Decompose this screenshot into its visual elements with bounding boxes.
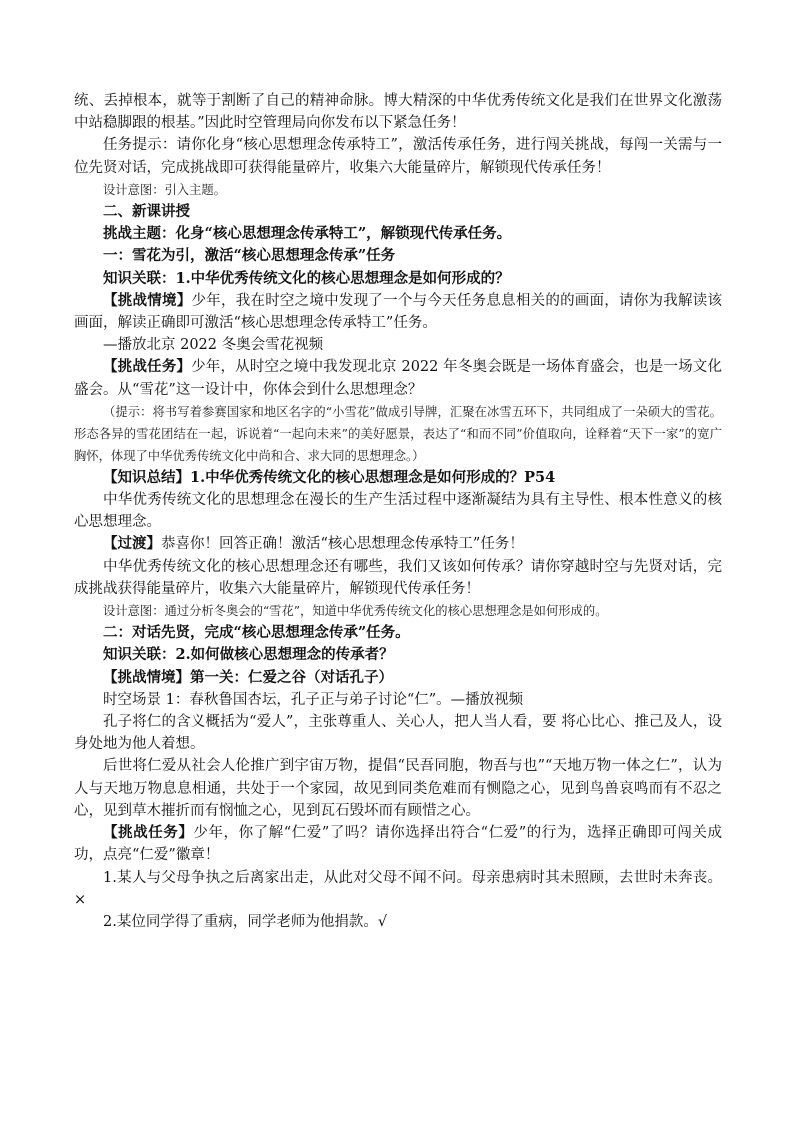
- knowledge-summary-text: 1.中华优秀传统文化的核心思想理念是如何形成的？P54: [190, 468, 556, 486]
- knowledge-link-1: 知识关联：1.中华优秀传统文化的核心思想理念是如何形成的？: [103, 269, 510, 287]
- document-page: [74, 90, 722, 933]
- challenge-task-text: 少年，从时空之境中我发现北京 2022 年冬奥会既是一场体育盛会，也是一场文化盛会。从“雪花”这一设计中，你体会到什么思想理念？: [74, 359, 722, 398]
- challenge-task-1: [74, 356, 722, 400]
- transition-paragraph: [74, 533, 722, 555]
- transition-text: 恭喜你！回答正确！激活“核心思想理念传承特工”任务！: [161, 536, 524, 553]
- knowledge-summary: [74, 467, 722, 489]
- paragraph-confucius-ren: 孔子将仁的含义概括为“爱人”，主张尊重人、关心人，把人当人看，要 将心比心、推己及人，设身处地为他人着想。: [74, 714, 722, 753]
- section-heading-new-lesson: 二、新课讲授: [103, 203, 190, 221]
- challenge-task-2: [74, 822, 722, 866]
- paragraph-ren-extension: 后世将仁爱从社会人伦推广到宇宙万物，提倡“民吾同胞，物吾与也”“天地万物一体之仁”，认为人与天地万物息息相通，共处于一个家园，故见到同类危难而有恻隐之心，见到鸟兽哀鸣而有不忍之心，见到草木摧折而有悯恤之心，见到瓦石毁坏而有顾惜之心。: [74, 758, 722, 819]
- paragraph-task-hint: 任务提示：请你化身“核心思想理念传承特工”，激活传承任务，进行闯关挑战，每闯一关需与一位先贤对话，完成挑战即可获得能量碎片，收集六大能量碎片，解锁现代传承任务！: [74, 137, 722, 176]
- tag-challenge-scenario: 【挑战情境】: [103, 291, 192, 309]
- tag-challenge-task-2: 【挑战任务】: [103, 824, 194, 842]
- summary-answer: 中华优秀传统文化的思想理念在漫长的生产生活过程中逐渐凝结为具有主导性、根本性意义的核心思想理念。: [74, 492, 722, 531]
- tag-knowledge-summary: 【知识总结】: [103, 468, 190, 486]
- challenge-scenario-text: 少年，我在时空之境中发现了一个与今天任务息息相关的的画面，请你为我解读该画面，解读正确即可激活“核心思想理念传承特工”任务。: [74, 292, 723, 332]
- option-1: 1.某人与父母争执之后离家出走，从此对父母不闻不问。母亲患病时其未照顾，去世时未奔丧。×: [74, 869, 722, 908]
- tag-transition: 【过渡】: [103, 535, 161, 553]
- challenge-scenario-1: [74, 290, 722, 334]
- video-note-snowflake: —播放北京 2022 冬奥会雪花视频: [103, 337, 324, 354]
- hint-paragraph: （提示：将书写着参赛国家和地区名字的“小雪花”做成引导牌，汇聚在冰雪五环下，共同组成了一朵硕大的雪花。形态各异的雪花团结在一起，诉说着“一起向未来”的美好愿景，表达了“和而不同”价值取向，诠释着“天下一家”的宽广胸怀，体现了中华优秀传统文化中尚和合、求大同的思想理念。）: [74, 404, 722, 463]
- paragraph-intro-quote: 统、丢掉根本，就等于割断了自己的精神命脉。博大精深的中华优秀传统文化是我们在世界文化激荡中站稳脚跟的根基。”因此时空管理局向你发布以下紧急任务！: [74, 93, 722, 132]
- challenge-task-2-text: 少年，你了解“仁爱”了吗？请你选择出符合“仁爱”的行为，选择正确即可闯关成功，点亮“仁爱”徽章！: [74, 825, 722, 864]
- design-intent-2: 设计意图：通过分析冬奥会的“雪花”，知道中华优秀传统文化的核心思想理念是如何形成的。: [103, 604, 608, 619]
- tag-challenge-task: 【挑战任务】: [103, 358, 192, 376]
- design-intent-1: 设计意图：引入主题。: [103, 182, 226, 197]
- challenge-level-1-heading: 【挑战情境】第一关：仁爱之谷（对话孔子）: [103, 668, 393, 686]
- paragraph-next-step: 中华优秀传统文化的核心思想理念还有哪些，我们又该如何传承？请你穿越时空与先贤对话，完成挑战获得能量碎片，收集六大能量碎片，解锁现代传承任务！: [74, 558, 722, 597]
- scene-1: 时空场景 1：春秋鲁国杏坛，孔子正与弟子讨论“仁”。—播放视频: [103, 691, 524, 708]
- option-2: 2.某位同学得了重病，同学老师为他捐款。√: [103, 913, 388, 930]
- subsection-heading-1: 一：雪花为引，激活“核心思想理念传承”任务: [103, 247, 396, 265]
- subsection-heading-2: 二：对话先贤，完成“核心思想理念传承”任务。: [103, 624, 410, 642]
- challenge-theme: 挑战主题：化身“核心思想理念传承特工”，解锁现代传承任务。: [103, 225, 512, 243]
- knowledge-link-2: 知识关联：2.如何做核心思想理念的传承者？: [103, 646, 394, 664]
